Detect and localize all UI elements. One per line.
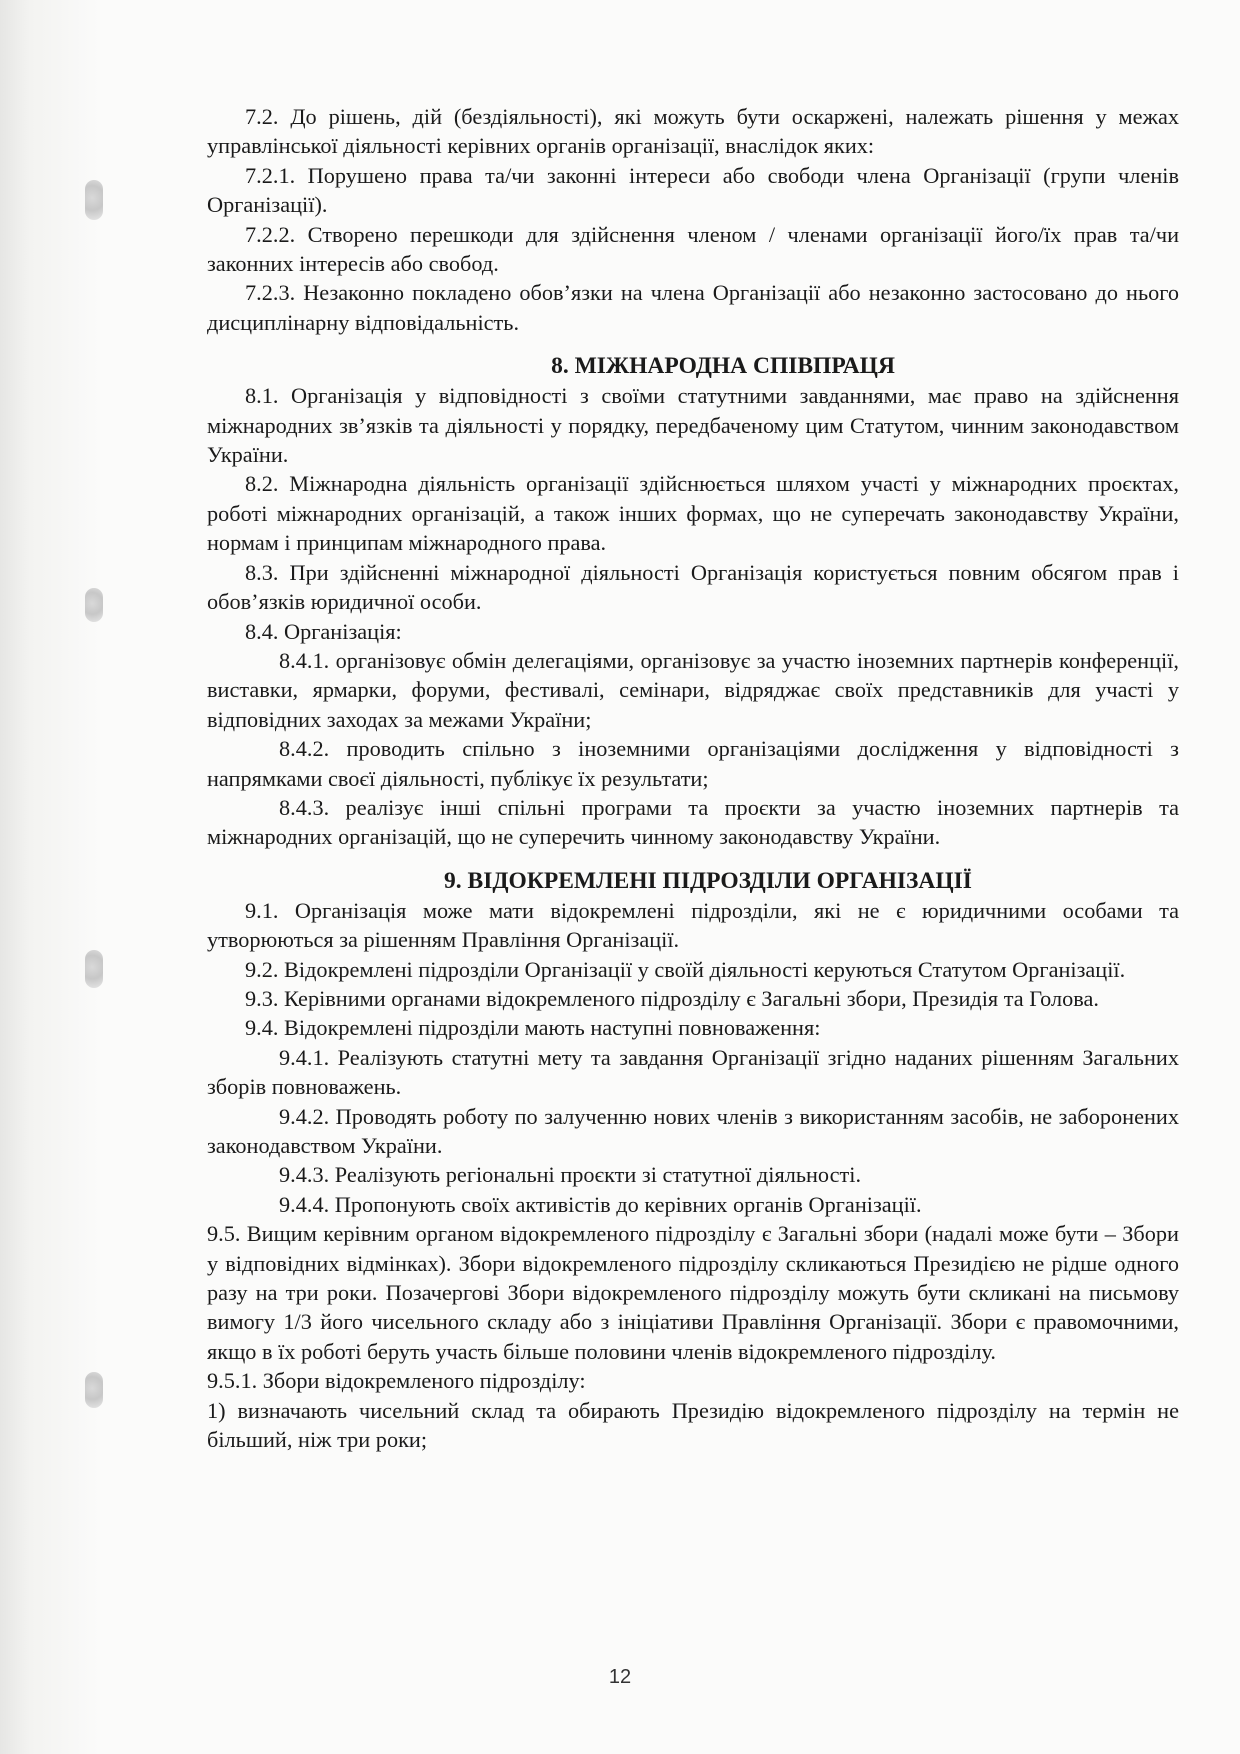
paragraph: 7.2.1. Порушено права та/чи законні інтереси або свободи члена Організації (групи членів Організації). (207, 162, 1179, 218)
paragraph: 8.4.3. реалізує інші спільні програми та проєкти за участю іноземних партнерів та міжнародних організацій, що не суперечить чинному законодавству України. (207, 794, 1179, 850)
paragraph: 9.4.1. Реалізують статутні мету та завдання Організації згідно наданих рішенням Загальних зборів повноважень. (207, 1044, 1179, 1100)
paragraph: 7.2.3. Незаконно покладено обов’язки на члена Організації або незаконно застосовано до нього дисциплінарну відповідальність. (207, 280, 1179, 335)
paragraph: 9.1. Організація може мати відокремлені підрозділи, які не є юридичними особами та утворюються за рішенням Правління Організації. (207, 897, 1179, 953)
section-heading: 8. МІЖНАРОДНА СПІВПРАЦЯ (551, 353, 895, 380)
section-heading: 9. ВІДОКРЕМЛЕНІ ПІДРОЗДІЛИ ОРГАНІЗАЦІЇ (444, 867, 972, 894)
paragraph: 9.4.2. Проводять роботу по залученню нових членів з використанням засобів, не заборонених законодавством України. (207, 1103, 1179, 1158)
paragraph: 8.3. При здійсненні міжнародної діяльності Організація користується повним обсягом прав і обов’язків юридичної особи. (207, 559, 1179, 615)
paragraph: 8.1. Організація у відповідності з своїми статутними завданнями, має право на здійснення міжнародних зв’язків та діяльності у порядку, передбаченому цим Статутом, чинним законодавством України. (207, 383, 1179, 468)
paragraph: 9.4.4. Пропонують своїх активістів до керівних органів Організації. (279, 1191, 922, 1217)
binder-hole-1 (85, 180, 103, 220)
paragraph: 9.2. Відокремлені підрозділи Організації у своїй діяльності керуються Статутом Організації. (245, 956, 1126, 982)
paragraph: 9.4.3. Реалізують регіональні проєкти зі статутної діяльності. (279, 1162, 862, 1188)
paragraph: 1) визначають чисельний склад та обирають Президію відокремленого підрозділу на термін не більший, ніж три роки; (207, 1397, 1179, 1453)
binder-hole-4 (85, 1372, 103, 1408)
binder-hole-2 (85, 588, 103, 622)
paragraph: 9.5.1. Збори відокремленого підрозділу: (207, 1368, 586, 1394)
paragraph: 8.4.1. організовує обмін делегаціями, організовує за участю іноземних партнерів конференції, виставки, ярмарки, форуми, фестивалі, семінари, відряджає своїх представників для участі у відповідних заходах за межами України; (207, 647, 1179, 732)
binder-hole-3 (85, 950, 103, 988)
scan-edge-shadow (0, 0, 100, 1754)
paragraph: 7.2. До рішень, дій (бездіяльності), які можуть бути оскаржені, належать рішення у межах управлінської діяльності керівних органів організації, внаслідок яких: (207, 104, 1179, 159)
paragraph: 9.4. Відокремлені підрозділи мають наступні повноваження: (245, 1015, 821, 1041)
paragraph: 9.5. Вищим керівним органом відокремленого підрозділу є Загальні збори (надалі може бути – Збори у відповідних відмінках). Збори відокремленого підрозділу скликаються Президією не рідше одного разу на три роки. Позачергові Збори відокремленого підрозділу можуть бути скликані на письмову вимогу 1/3 його чисельного складу або з ініціативи Правління Організації. Збори є правомочними, якщо в їх роботі беруть участь більше половини членів відокремленого підрозділу. (207, 1221, 1179, 1364)
paragraph: 8.2. Міжнародна діяльність організації здійснюється шляхом участі у міжнародних проєктах, роботі міжнародних організацій, а також інших формах, що не суперечать законодавству України, нормам і принципам міжнародного права. (207, 471, 1179, 556)
paragraph: 7.2.2. Створено перешкоди для здійснення членом / членами організації його/їх прав та/чи законних інтересів або свобод. (207, 221, 1179, 277)
document-body (207, 102, 1179, 1454)
paragraph: 8.4. Організація: (245, 618, 402, 644)
page-number: 12 (608, 1666, 632, 1688)
paragraph: 8.4.2. проводить спільно з іноземними організаціями дослідження у відповідності з напрямками своєї діяльності, публікує їх результати; (207, 736, 1179, 791)
paragraph: 9.3. Керівними органами відокремленого підрозділу є Загальні збори, Президія та Голова. (245, 985, 1100, 1011)
